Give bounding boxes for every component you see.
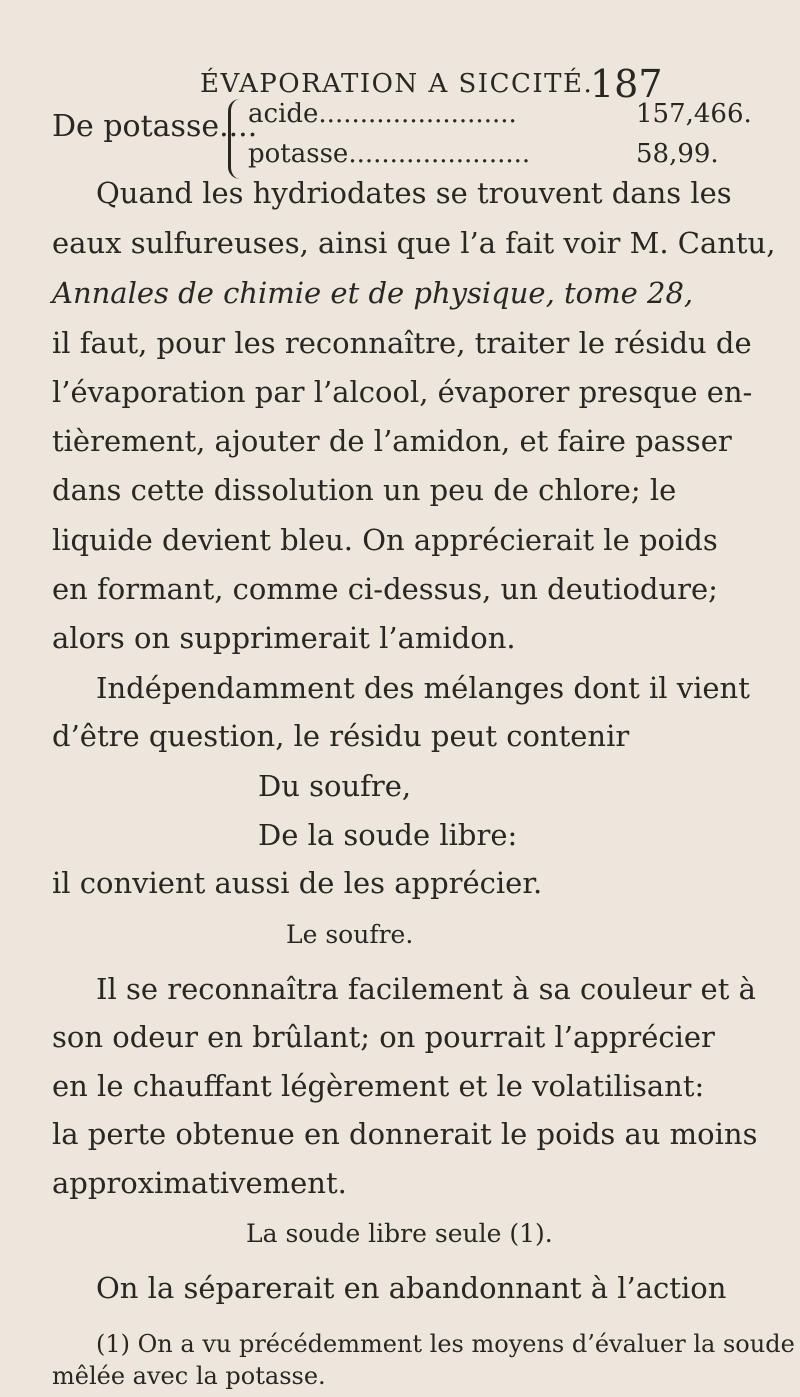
- page-number: 187: [590, 62, 663, 106]
- body-line: Indépendamment des mélanges dont il vient: [96, 671, 750, 705]
- body-line: [52, 276, 693, 310]
- body-line: Il se reconnaîtra facilement à sa couleur et à: [96, 972, 756, 1006]
- body-line: l’évaporation par l’alcool, évaporer presque en-: [52, 375, 753, 409]
- body-line: liquide devient bleu. On apprécierait le poids: [52, 523, 718, 557]
- body-line: la perte obtenue en donnerait le poids au moins: [52, 1117, 758, 1151]
- footnote-line: mêlée avec la potasse.: [52, 1362, 326, 1390]
- section-heading-soda: La soude libre seule (1).: [246, 1219, 553, 1248]
- body-line: il convient aussi de les apprécier.: [52, 866, 543, 900]
- body-line: dans cette dissolution un peu de chlore; le: [52, 473, 677, 507]
- body-line: alors on supprimerait l’amidon.: [52, 621, 516, 655]
- body-line: approximativement.: [52, 1166, 347, 1200]
- section-heading-sulfur: Le soufre.: [286, 920, 414, 949]
- curly-brace: [228, 99, 245, 179]
- formula-row-value: 58,99.: [636, 139, 719, 169]
- body-line: eaux sulfureuses, ainsi que l’a fait voir M. Cantu,: [52, 226, 776, 260]
- formula-row-name: acide........................: [248, 99, 517, 129]
- body-line: Quand les hydriodates se trouvent dans les: [96, 176, 732, 210]
- list-item: De la soude libre:: [258, 818, 518, 852]
- list-item: Du soufre,: [258, 769, 412, 803]
- formula-row-name: potasse......................: [248, 139, 531, 169]
- body-line: en formant, comme ci-dessus, un deutiodure;: [52, 572, 718, 606]
- body-line: son odeur en brûlant; on pourrait l’apprécier: [52, 1020, 715, 1054]
- journal-title: Annales de chimie et de physique, tome 28,: [52, 276, 694, 310]
- body-line: il faut, pour les reconnaître, traiter le résidu de: [52, 326, 752, 360]
- running-head: ÉVAPORATION A SICCITÉ.: [200, 69, 594, 99]
- formula-row-acid: [248, 99, 752, 129]
- footnote-line: (1) On a vu précédemment les moyens d’évaluer la soude: [96, 1330, 795, 1358]
- body-line: d’être question, le résidu peut contenir: [52, 719, 630, 753]
- formula-row-value: 157,466.: [636, 99, 752, 129]
- body-line: On la séparerait en abandonnant à l’action: [96, 1271, 727, 1305]
- formula-row-potash: [248, 139, 719, 169]
- body-line: en le chauffant légèrement et le volatilisant:: [52, 1069, 705, 1103]
- formula-label: De potasse....: [52, 109, 258, 144]
- body-line: tièrement, ajouter de l’amidon, et faire passer: [52, 424, 732, 458]
